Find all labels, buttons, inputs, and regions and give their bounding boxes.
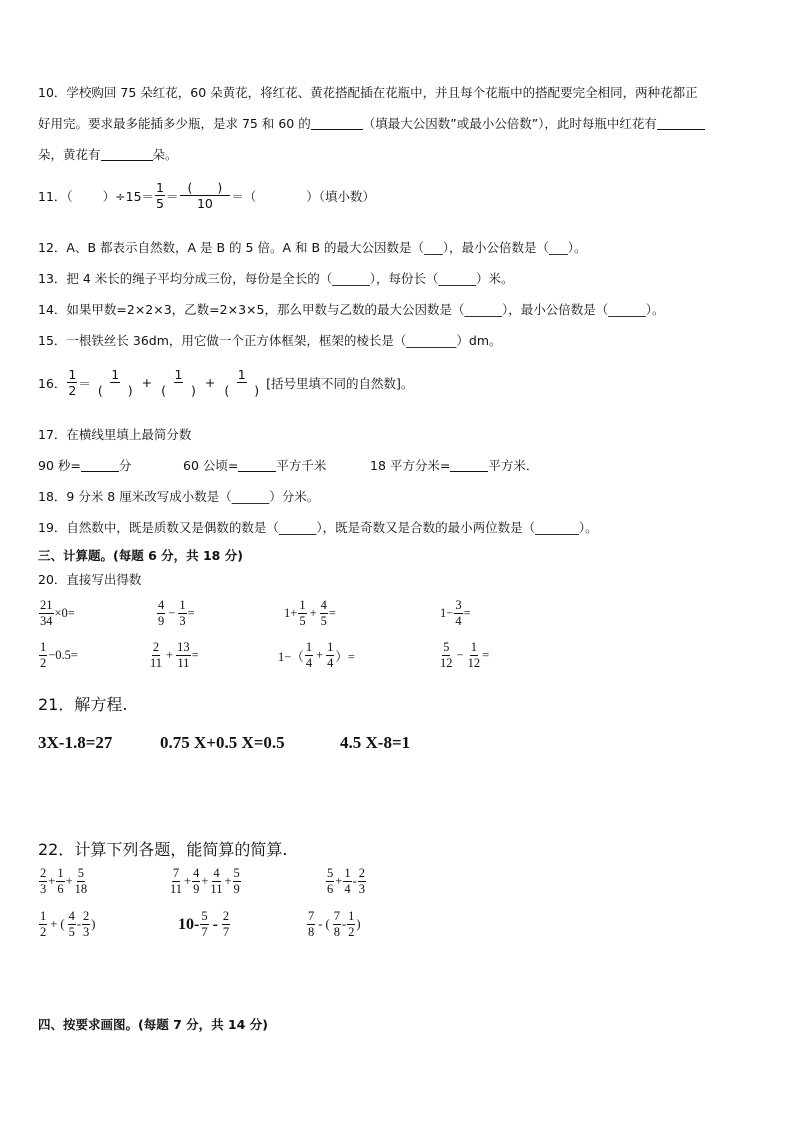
- q19: 19．自然数中，既是质数又是偶数的数是（______），既是奇数又是合数的最小两位数是（_______）。: [38, 520, 598, 535]
- q10-text-a: 好用完。要求最多能插多少瓶，是求 75 和 60 的: [38, 116, 311, 131]
- q21-equation-3: 4.5 X-8=1: [340, 733, 411, 752]
- q22-title: 22．计算下列各题，能简算的简算.: [38, 840, 288, 859]
- q10-text-c: 朵，黄花有: [38, 147, 101, 162]
- q11-text-3: ）（填小数）: [306, 188, 376, 204]
- q17-blank-c[interactable]: [450, 458, 488, 472]
- q17-title: 17．在横线里填上最简分数: [38, 427, 192, 442]
- q10-blank-1[interactable]: [311, 116, 363, 130]
- q17-a-unit: 分: [118, 458, 132, 473]
- q17-b: [183, 458, 326, 474]
- q16-equals: ＝: [78, 375, 91, 391]
- q17-b-label: 60 公顷=: [183, 458, 239, 473]
- q14: 14．如果甲数=2×2×3，乙数=2×3×5，那么甲数与乙数的最大公因数是（______），最小公倍数是（______）。: [38, 302, 665, 317]
- q20-expr-7: 1−（ 1 4 + $\frac{1}{4}$ ）=: [278, 640, 355, 670]
- q20-expr-1: $\frac{21}{34}$ ×0=: [40, 598, 75, 628]
- q12: 12．A、B 都表示自然数，A 是 B 的 5 倍。A 和 B 的最大公因数是（___），最小公倍数是（___）。: [38, 240, 587, 255]
- q20-expr-5: 1 2 −0.5=: [40, 640, 78, 670]
- q16-line: [38, 367, 413, 398]
- q15: 15．一根铁丝长 36dm，用它做一个正方体框架，框架的棱长是（________）dm。: [38, 333, 502, 348]
- q10-line1: 10．学校购回 75 朵红花，60 朵黄花，将红花、黄花搭配插在花瓶中，并且每个花瓶中的搭配要完全相同，两种花都正: [38, 85, 698, 100]
- q17-c-label: 18 平方分米=: [370, 458, 451, 473]
- q16-fraction-2[interactable]: 1 ( ): [161, 367, 196, 398]
- q17-c: [370, 458, 538, 474]
- q21-title: 21．解方程.: [38, 695, 128, 714]
- q22-expr-1: 2 3 + $\frac{1}{6}$ + $\frac{5}{18}$: [40, 866, 88, 896]
- q11-text: ）÷15＝: [102, 188, 155, 204]
- q10-blank-3[interactable]: [101, 147, 153, 161]
- q18: 18．9 分米 8 厘米改写成小数是（______）分米。: [38, 489, 320, 504]
- q16-fraction-half: 1 2: [68, 367, 77, 398]
- q11-prefix: 11．（: [38, 188, 73, 204]
- section-4-heading: 四、按要求画图。(每题 7 分，共 14 分): [38, 1017, 268, 1032]
- q11-equals: ＝: [166, 188, 179, 204]
- q17-a-label: 90 秒=: [38, 458, 81, 473]
- q16-suffix: [括号里填不同的自然数]。: [266, 375, 414, 391]
- q10-text-d: 朵。: [152, 147, 178, 162]
- q21-equation-1: 3X-1.8=27: [38, 733, 113, 752]
- q16-plus-1: +: [141, 375, 153, 390]
- q16-fraction-3[interactable]: 1 ( ): [224, 367, 260, 398]
- q22-expr-5: 10- 5 7 - 2 7: [178, 909, 230, 939]
- q17-blank-b[interactable]: [238, 458, 276, 472]
- q11-text-2: ＝（: [231, 188, 257, 204]
- q22-expr-3: 5 6 + $\frac{1}{4}$ - 2 3: [327, 866, 365, 896]
- section-3-heading: 三、计算题。(每题 6 分，共 18 分): [38, 548, 243, 563]
- q13: 13．把 4 米长的绳子平均分成三份，每份是全长的（______），每份长（______）米。: [38, 271, 514, 286]
- q10-line2: [38, 116, 705, 132]
- q22-expr-4: 1 2 + ( 4 5 - 2 3 ): [40, 909, 96, 939]
- q11-line: [38, 180, 375, 211]
- q20-title: 20．直接写出得数: [38, 572, 142, 587]
- q11-fraction-1: 1 5: [156, 180, 164, 211]
- q20-expr-2: 4 9 − $\frac{1}{3}$ =: [158, 598, 195, 628]
- q10-blank-2[interactable]: [657, 116, 705, 130]
- q16-prefix: 16．: [38, 375, 67, 391]
- q20-expr-6: 2 11 + $\frac{13}{11}$ =: [150, 640, 199, 670]
- q21-equation-2: 0.75 X+0.5 X=0.5: [160, 733, 285, 752]
- q22-expr-6: 7 8 - ( 7 8 - 1 2 ): [308, 909, 361, 939]
- q17-a: [38, 458, 131, 474]
- q17-blank-a[interactable]: [81, 458, 119, 472]
- q20-expr-3: 1+ $\frac{1}{5}$ + $\frac{4}{5}$ =: [284, 598, 336, 628]
- q11-fraction-2: ( ) 10: [180, 180, 231, 211]
- q17-b-unit: 平方千米: [276, 458, 327, 473]
- q10-line3: [38, 147, 178, 163]
- q16-fraction-1[interactable]: 1 ( ): [97, 367, 133, 398]
- q10-text-b: （填最大公因数”或最小公倍数”），此时每瓶中红花有: [362, 116, 657, 131]
- q20-expr-4: 1− $\frac{3}{4}$ =: [440, 598, 471, 628]
- q16-plus-2: +: [204, 375, 216, 390]
- q20-expr-8: 5 12 − $\frac{1}{12}$ =: [440, 640, 490, 670]
- q17-c-unit: 平方米．: [488, 458, 539, 473]
- q22-expr-2: 7 11 + $\frac{4}{9}$ + $\frac{4}{11}$ + $\frac{5}{9}$: [170, 866, 240, 896]
